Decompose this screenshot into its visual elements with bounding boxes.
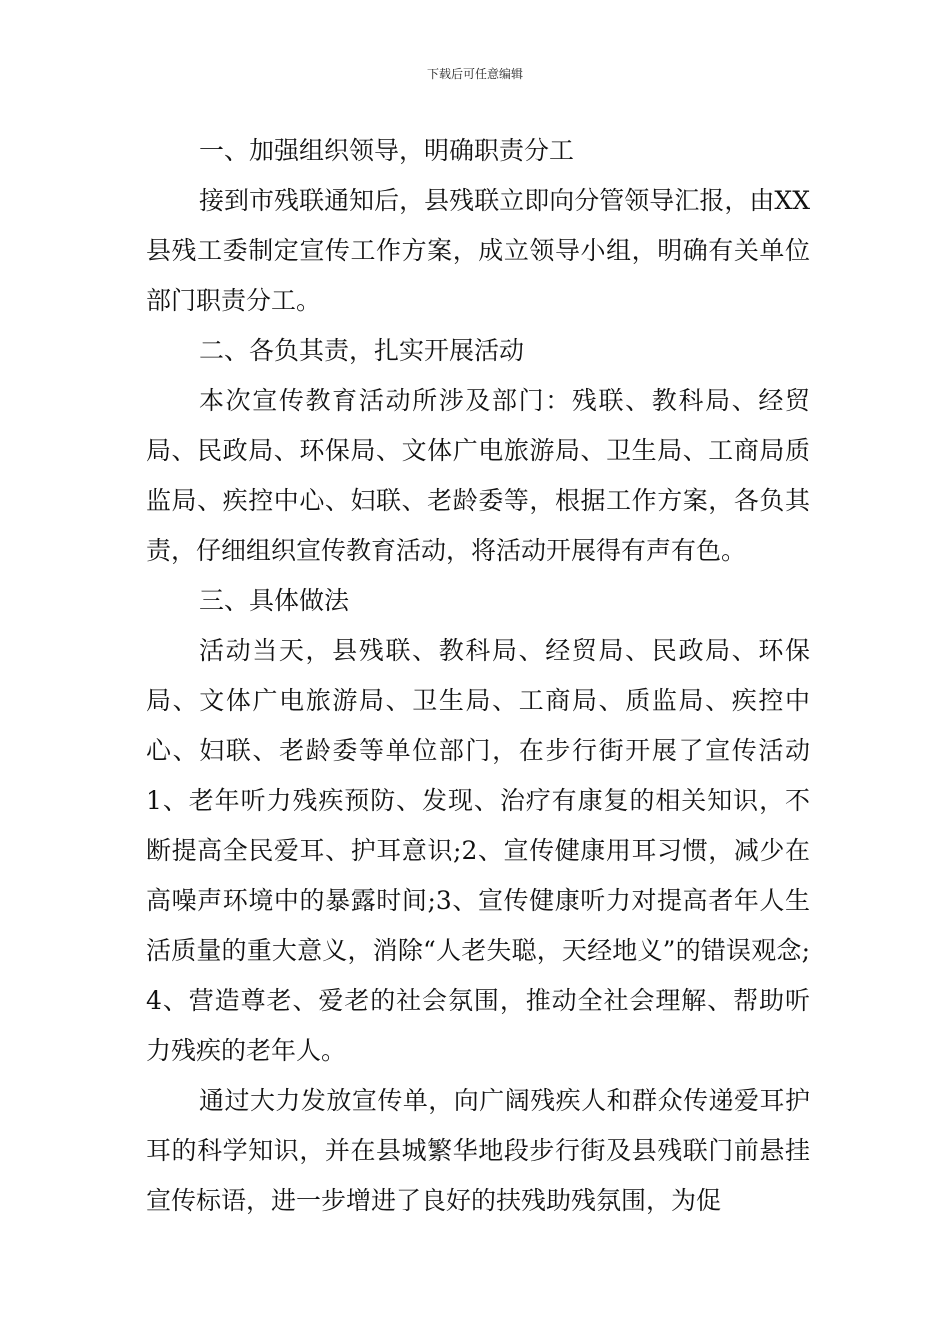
section-heading-2: 二、各负其责，扎实开展活动 — [199, 336, 525, 365]
section-heading-3: 三、具体做法 — [199, 586, 350, 615]
paragraph-1: 接到市残联通知后，县残联立即向分管领导汇报，由XX县残工委制定宣传工作方案，成立领导小组，明确有关单位部门职责分工。 — [146, 186, 810, 315]
section-heading-1: 一、加强组织领导，明确职责分工 — [199, 136, 575, 165]
document-body — [146, 126, 810, 1226]
header-note: 下载后可任意编辑 — [426, 67, 523, 81]
paragraph-3: 活动当天，县残联、教科局、经贸局、民政局、环保局、文体广电旅游局、卫生局、工商局、质监局、疾控中心、妇联、老龄委等单位部门，在步行街开展了宣传活动1、老年听力残疾预防、发现、治疗有康复的相关知识，不断提高全民爱耳、护耳意识;2、宣传健康用耳习惯，减少在高噪声环境中的暴露时间;3、宣传健康听力对提高者年人生活质量的重大意义，消除“人老失聪，天经地义”的错误观念;4、营造尊老、爱老的社会氛围，推动全社会理解、帮助听力残疾的老年人。 — [146, 636, 810, 1065]
paragraph-4: 通过大力发放宣传单，向广阔残疾人和群众传递爱耳护耳的科学知识，并在县城繁华地段步行街及县残联门前悬挂宣传标语，进一步增进了良好的扶残助残氛围，为促 — [146, 1086, 810, 1215]
paragraph-2: 本次宣传教育活动所涉及部门：残联、教科局、经贸局、民政局、环保局、文体广电旅游局、卫生局、工商局质监局、疾控中心、妇联、老龄委等，根据工作方案，各负其责，仔细组织宣传教育活动，将活动开展得有声有色。 — [146, 386, 810, 565]
